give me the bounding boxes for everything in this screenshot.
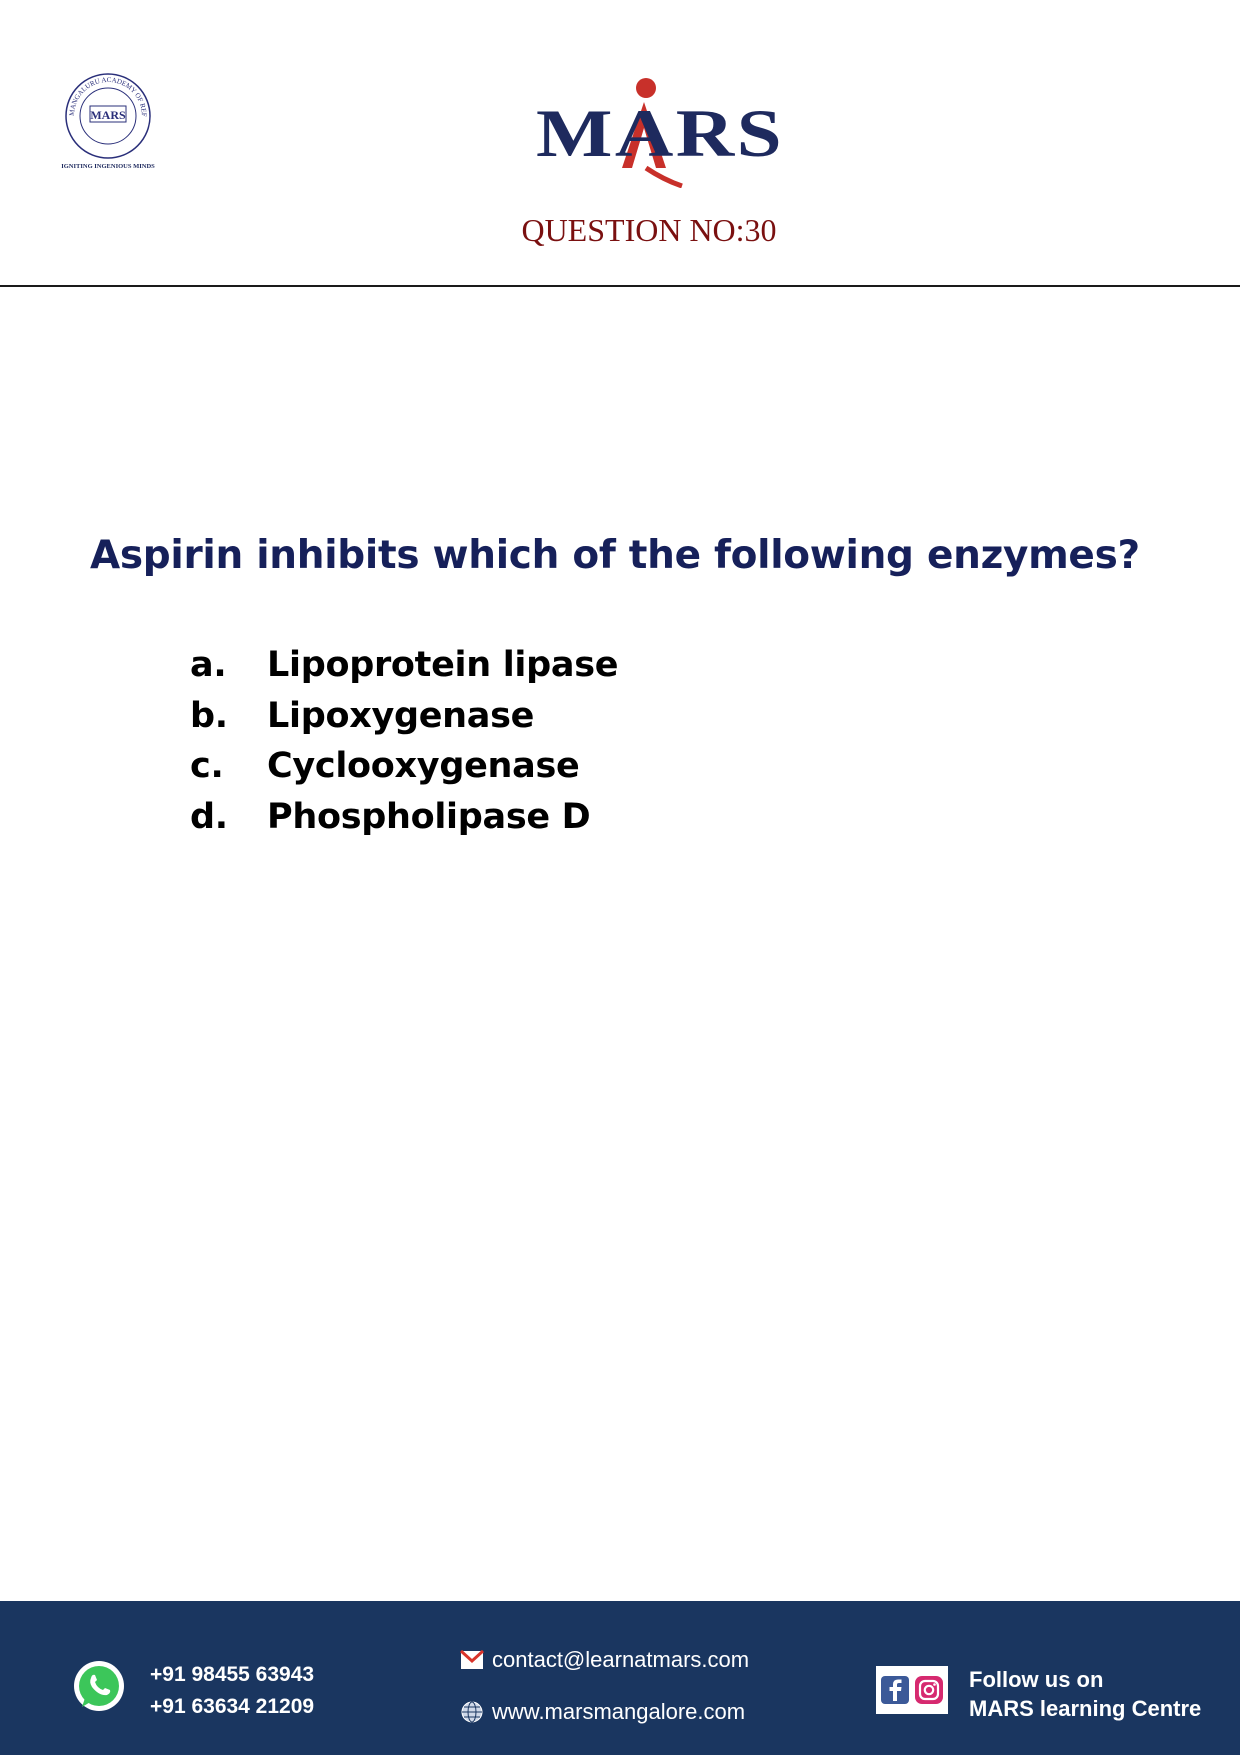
seal-center-text: MARS bbox=[90, 108, 126, 122]
seal-tagline: IGNITING INGENIOUS MINDS bbox=[61, 163, 155, 170]
option-a bbox=[190, 640, 618, 691]
option-text: Phospholipase D bbox=[267, 796, 591, 837]
follow-line-2[interactable]: MARS learning Centre bbox=[969, 1696, 1202, 1721]
option-text: Lipoxygenase bbox=[267, 695, 535, 736]
mars-logo bbox=[534, 68, 788, 188]
option-b bbox=[190, 691, 618, 742]
options-list bbox=[190, 640, 618, 842]
logo-text: MARS bbox=[536, 95, 784, 171]
option-text: Cyclooxygenase bbox=[267, 746, 580, 787]
phone-2[interactable]: +91 63634 21209 bbox=[150, 1695, 315, 1718]
mail-icon bbox=[460, 1649, 484, 1671]
question-number: QUESTION NO:30 bbox=[521, 212, 777, 248]
website-link[interactable]: www.marsmangalore.com bbox=[492, 1699, 746, 1724]
option-d bbox=[190, 792, 618, 843]
footer bbox=[0, 1601, 1240, 1755]
contact-info bbox=[460, 1645, 749, 1749]
option-text: Lipoprotein lipase bbox=[267, 645, 619, 686]
whatsapp-icon bbox=[72, 1659, 126, 1713]
option-letter: c. bbox=[190, 746, 224, 787]
facebook-icon[interactable] bbox=[880, 1675, 910, 1705]
follow-us-text bbox=[969, 1665, 1201, 1723]
social-icons bbox=[876, 1666, 948, 1714]
phone-numbers bbox=[150, 1659, 314, 1723]
email-row bbox=[460, 1645, 749, 1675]
option-c bbox=[190, 741, 618, 792]
option-letter: b. bbox=[190, 695, 228, 736]
question-text: Aspirin inhibits which of the following enzymes? bbox=[90, 533, 1140, 578]
phone-1[interactable]: +91 98455 63943 bbox=[150, 1663, 315, 1686]
globe-icon bbox=[460, 1701, 484, 1723]
option-letter: d. bbox=[190, 796, 228, 837]
header-divider bbox=[0, 285, 1240, 287]
option-letter: a. bbox=[190, 645, 227, 686]
seal-arc-text: MANGALURU ACADEMY OF REF bbox=[67, 75, 149, 117]
follow-line-1: Follow us on bbox=[969, 1667, 1104, 1692]
email-link[interactable]: contact@learnatmars.com bbox=[492, 1647, 750, 1672]
website-row bbox=[460, 1697, 749, 1727]
instagram-icon[interactable] bbox=[914, 1675, 944, 1705]
academy-seal-logo bbox=[52, 66, 164, 174]
